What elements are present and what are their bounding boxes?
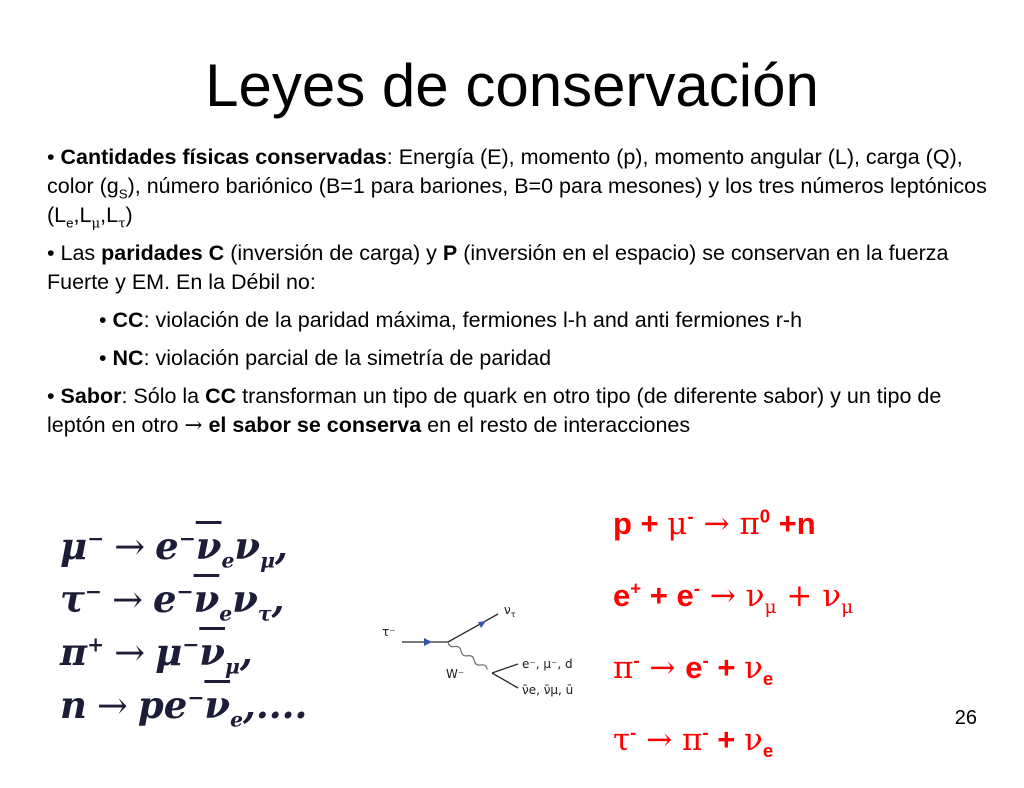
arrow-symbol: →: [111, 578, 143, 621]
eq-antiparticle: $\overline{\nu}$: [199, 630, 225, 674]
eq-sup: −: [87, 526, 105, 551]
bullet-text: (inversión en el espacio) se conservan en la fuerza Fuerte y EM. En la Débil no:: [47, 241, 949, 294]
page-number: 26: [954, 707, 977, 729]
feynman-diagram: [380, 596, 585, 706]
eq-tail: ,....: [243, 683, 308, 727]
eq-particle: e: [152, 577, 177, 621]
subbullet-cc: [99, 306, 997, 335]
subbullet-nc: [99, 344, 997, 373]
arrow-symbol: →: [96, 684, 128, 727]
equation-muon-decay: [60, 520, 400, 573]
w-label: W⁻: [446, 667, 465, 681]
out-bottom-label: ν̄e, ν̄μ, ū: [522, 683, 574, 697]
out-bottom-line: [492, 673, 518, 688]
eq-particle: ν: [234, 524, 261, 568]
bullet-text: ): [125, 203, 133, 227]
bullet-marker: • Las: [47, 241, 102, 265]
eq-lhs: μ: [60, 524, 88, 568]
bullet-conserved-quantities: [47, 143, 997, 230]
subscript: e: [66, 215, 74, 231]
bullet-bold: CC: [112, 308, 144, 332]
eq-lhs: π: [60, 630, 88, 674]
bullet-bold: el sabor se conserva: [202, 413, 422, 437]
bullet-bold: Sabor: [60, 384, 122, 408]
bullet-text: ,L: [100, 203, 119, 227]
eq-particle: ν: [232, 577, 258, 621]
bullet-bold: NC: [112, 346, 144, 370]
eq-sup: −: [176, 579, 194, 604]
bullet-bold: Cantidades físicas conservadas: [60, 145, 387, 169]
slide-body: [47, 143, 997, 449]
nu-tau-line: [448, 614, 498, 642]
out-top-line: [492, 664, 518, 673]
reaction-4: $\tau^- \to \pi^- + \nu_e$: [613, 721, 774, 762]
eq-sup: −: [182, 632, 200, 657]
eq-sub: μ: [260, 548, 275, 573]
subscript: τ: [118, 216, 126, 232]
bullet-text: : Energía (E), momento (p), momento angular (L), carga (Q), color (g: [47, 145, 963, 198]
eq-lhs: n: [60, 683, 87, 727]
bullet-marker: •: [99, 346, 113, 370]
bullet-marker: •: [47, 145, 61, 169]
bullet-text: ), número bariónico (B=1 para bariones, B=0 para mesones) y los tres números leptónicos (L: [47, 174, 987, 227]
bullet-text: ,L: [73, 203, 92, 227]
decay-equations: [60, 520, 400, 735]
bullet-bold: paridades C: [101, 241, 225, 265]
bullet-marker: •: [47, 384, 61, 408]
slide-title: Leyes de conservación: [205, 52, 819, 119]
arrow-symbol: →: [184, 413, 203, 438]
reaction-2: $e^+ + e^- \to \nu_\mu + \nu_\mu$: [613, 577, 854, 619]
eq-antiparticle: $\overline{\nu}$: [195, 524, 222, 568]
out-top-label: e⁻, μ⁻, d: [522, 657, 573, 671]
bullet-text: : violación de la paridad máxima, fermiones l-h and anti fermiones r-h: [143, 308, 803, 332]
bullet-text: transforman un tipo de quark en otro tipo (de diferente sabor) y un tipo de leptón en otro: [47, 384, 942, 437]
eq-tail: ,: [271, 577, 285, 621]
equation-neutron-decay: [60, 679, 400, 732]
arrow-symbol: →: [114, 525, 146, 568]
bullet-flavor: [47, 382, 997, 440]
eq-sub: e: [221, 548, 235, 573]
tau-in-label: τ⁻: [382, 625, 396, 639]
eq-lhs: τ: [60, 577, 85, 621]
eq-sub: τ: [257, 601, 272, 626]
eq-sup: −: [187, 685, 205, 710]
bullet-parities: [47, 239, 997, 297]
bullet-bold: CC: [205, 384, 237, 408]
bullet-text: (inversión de carga) y: [224, 241, 443, 265]
bullet-marker: •: [99, 308, 113, 332]
eq-particle: e: [155, 524, 179, 568]
arrow-symbol: →: [114, 631, 146, 674]
eq-sub: e: [230, 707, 244, 732]
eq-sub: μ: [224, 654, 240, 679]
nu-tau-label: $\nu_\tau$: [504, 603, 516, 619]
eq-sup: −: [178, 526, 196, 551]
bullet-text: en el resto de interacciones: [421, 413, 691, 437]
feynman-svg: [380, 596, 585, 706]
eq-antiparticle: $\overline{\nu}$: [193, 577, 220, 621]
equation-tau-decay: [60, 573, 400, 626]
eq-sup: −: [84, 579, 102, 604]
bullet-bold: P: [442, 241, 458, 265]
equation-pion-decay: [60, 626, 400, 679]
eq-particle: μ: [155, 630, 183, 674]
eq-tail: ,: [274, 524, 288, 568]
eq-sub: e: [219, 601, 233, 626]
eq-tail: ,: [239, 630, 253, 674]
arrow-icon: [424, 638, 432, 646]
reaction-1: $p + \mu^- \to \pi^0 +n$: [613, 505, 816, 542]
eq-particle: pe: [137, 683, 188, 727]
reaction-3: $\pi^- \to e^- + \nu_e$: [613, 649, 774, 690]
subscript: μ: [91, 216, 101, 232]
bullet-text: : violación parcial de la simetría de paridad: [143, 346, 552, 370]
subscript: S: [118, 186, 128, 202]
eq-sup: +: [87, 632, 105, 657]
bullet-text: : Sólo la: [121, 384, 206, 408]
reactions: [613, 500, 1013, 788]
eq-antiparticle: $\overline{\nu}$: [204, 683, 231, 727]
